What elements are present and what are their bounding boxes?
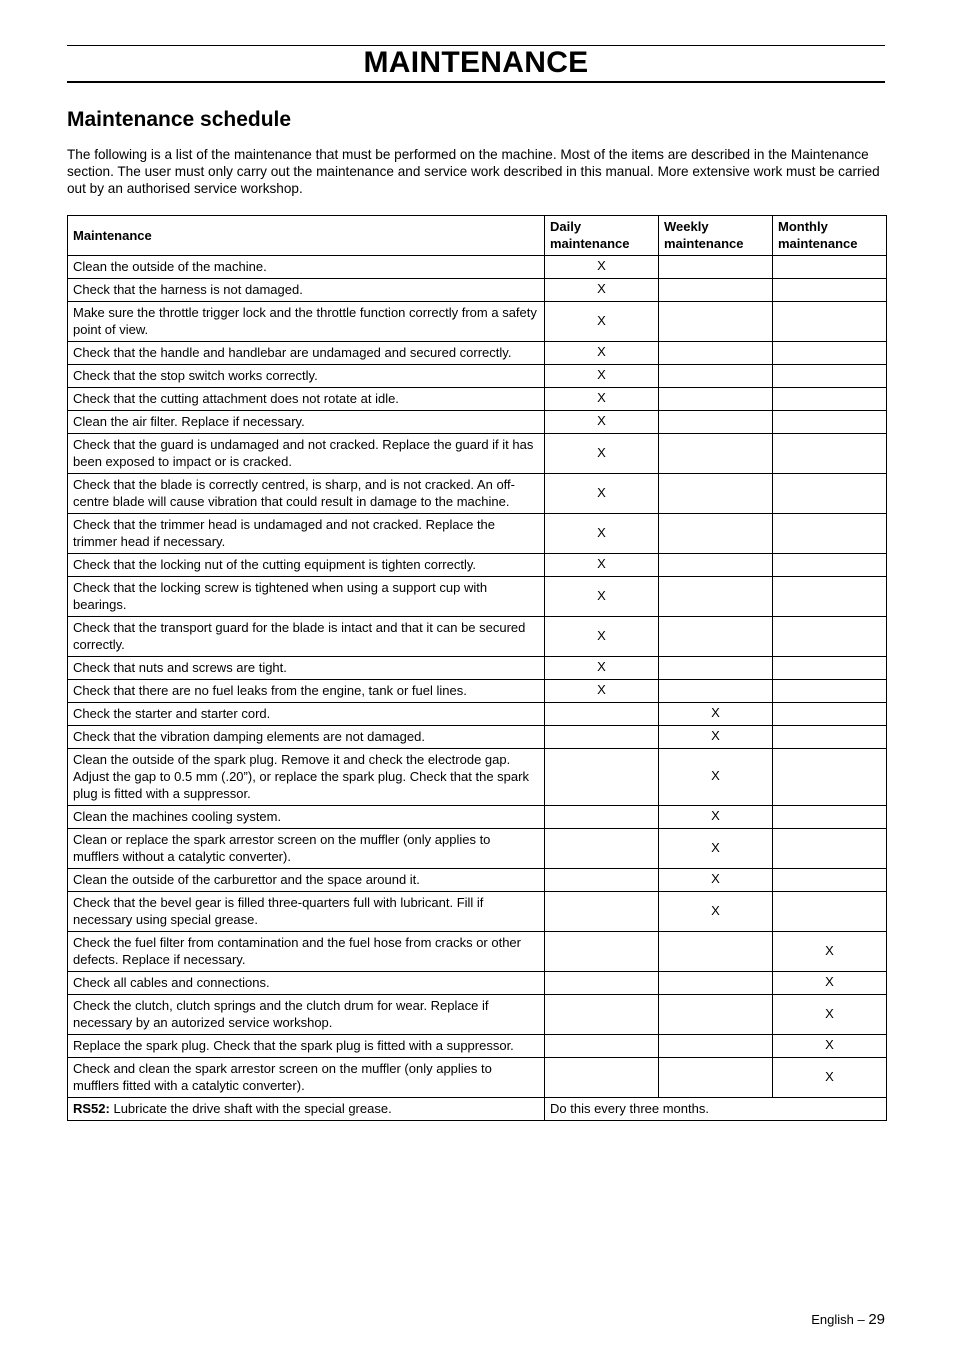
- daily-mark: X: [597, 444, 606, 460]
- monthly-cell: [773, 434, 887, 474]
- task-cell: Make sure the throttle trigger lock and the throttle function correctly from a safety point of view.: [68, 302, 545, 342]
- weekly-cell: [659, 932, 773, 972]
- task-cell: Check that the transport guard for the blade is intact and that it can be secured correctly.: [68, 617, 545, 657]
- table-row: [68, 703, 887, 726]
- table-row: [68, 1035, 887, 1058]
- table-header-row: [68, 216, 887, 256]
- table-row: [68, 726, 887, 749]
- col-header-daily: Daily maintenance: [545, 216, 659, 256]
- monthly-cell: [773, 411, 887, 434]
- table-body: [68, 256, 887, 1098]
- monthly-cell: [773, 995, 887, 1035]
- daily-mark: X: [597, 344, 606, 359]
- task-cell: Clean the outside of the spark plug. Remove it and check the electrode gap. Adjust the gap to 0.5 mm (.20”), or replace the spark plug. Check that the spark plug is fitted with a suppressor.: [68, 749, 545, 806]
- weekly-cell: [659, 434, 773, 474]
- daily-cell: [545, 749, 659, 806]
- table-row: [68, 995, 887, 1035]
- daily-cell: [545, 256, 659, 279]
- task-cell: Check that the vibration damping elements are not damaged.: [68, 726, 545, 749]
- weekly-mark: X: [711, 902, 720, 918]
- daily-cell: [545, 279, 659, 302]
- daily-cell: [545, 892, 659, 932]
- weekly-cell: [659, 726, 773, 749]
- table-row: [68, 892, 887, 932]
- table-row: [68, 680, 887, 703]
- daily-cell: [545, 829, 659, 869]
- weekly-cell: [659, 806, 773, 829]
- weekly-cell: [659, 302, 773, 342]
- table-row: [68, 256, 887, 279]
- daily-mark: X: [597, 281, 606, 296]
- page-footer: [811, 1311, 885, 1329]
- daily-cell: [545, 932, 659, 972]
- col-header-maintenance: Maintenance: [68, 216, 545, 256]
- daily-cell: [545, 342, 659, 365]
- weekly-mark: X: [711, 705, 720, 720]
- weekly-cell: [659, 972, 773, 995]
- daily-mark: X: [597, 659, 606, 674]
- task-cell: Check that the blade is correctly centred, is sharp, and is not cracked. An off-centre blade will cause vibration that could result in damage to the machine.: [68, 474, 545, 514]
- daily-cell: [545, 703, 659, 726]
- daily-cell: [545, 514, 659, 554]
- table-row: [68, 365, 887, 388]
- weekly-mark: X: [711, 728, 720, 743]
- task-cell: Check that the cutting attachment does not rotate at idle.: [68, 388, 545, 411]
- daily-mark: X: [597, 556, 606, 571]
- daily-mark: X: [597, 627, 606, 643]
- daily-mark: X: [597, 524, 606, 540]
- task-cell: Clean the outside of the machine.: [68, 256, 545, 279]
- table-row: [68, 302, 887, 342]
- monthly-cell: [773, 388, 887, 411]
- weekly-cell: [659, 411, 773, 434]
- weekly-cell: [659, 256, 773, 279]
- table-row: [68, 806, 887, 829]
- table-row: [68, 657, 887, 680]
- daily-cell: [545, 434, 659, 474]
- monthly-mark: X: [825, 974, 834, 989]
- table-row: [68, 474, 887, 514]
- daily-cell: [545, 726, 659, 749]
- monthly-mark: X: [825, 942, 834, 958]
- weekly-cell: [659, 514, 773, 554]
- monthly-cell: [773, 703, 887, 726]
- monthly-cell: [773, 1058, 887, 1098]
- daily-mark: X: [597, 258, 606, 273]
- daily-cell: [545, 474, 659, 514]
- weekly-cell: [659, 388, 773, 411]
- intro-paragraph: The following is a list of the maintenance that must be performed on the machine. Most of the items are described in the Maintenance section. The user must only carry out the maintenance and service work described in this manual. More extensive work must be carried out by an authorised service workshop.: [67, 147, 880, 196]
- monthly-cell: [773, 972, 887, 995]
- table-row: [68, 434, 887, 474]
- weekly-cell: [659, 869, 773, 892]
- table-row: [68, 388, 887, 411]
- task-cell: Clean the air filter. Replace if necessary.: [68, 411, 545, 434]
- weekly-mark: X: [711, 871, 720, 886]
- page-subtitle: Maintenance schedule: [67, 108, 292, 131]
- weekly-cell: [659, 829, 773, 869]
- task-cell: Replace the spark plug. Check that the spark plug is fitted with a suppressor.: [68, 1035, 545, 1058]
- weekly-cell: [659, 680, 773, 703]
- task-cell: Check that the locking screw is tightened when using a support cup with bearings.: [68, 577, 545, 617]
- daily-cell: [545, 411, 659, 434]
- table-row: [68, 617, 887, 657]
- task-cell: Check that the guard is undamaged and not cracked. Replace the guard if it has been exposed to impact or is cracked.: [68, 434, 545, 474]
- monthly-cell: [773, 577, 887, 617]
- daily-cell: [545, 680, 659, 703]
- section-title: MAINTENANCE: [363, 46, 589, 79]
- monthly-cell: [773, 474, 887, 514]
- daily-mark: X: [597, 587, 606, 603]
- monthly-cell: [773, 892, 887, 932]
- task-cell: Check the fuel filter from contamination and the fuel hose from cracks or other defects. Replace if necessary.: [68, 932, 545, 972]
- table-row: [68, 342, 887, 365]
- daily-cell: [545, 554, 659, 577]
- monthly-mark: X: [825, 1005, 834, 1021]
- daily-cell: [545, 869, 659, 892]
- table-row: [68, 932, 887, 972]
- table-row: [68, 829, 887, 869]
- daily-cell: [545, 1035, 659, 1058]
- task-cell: Check that nuts and screws are tight.: [68, 657, 545, 680]
- monthly-cell: [773, 256, 887, 279]
- table-row: [68, 411, 887, 434]
- daily-cell: [545, 365, 659, 388]
- table-row: [68, 514, 887, 554]
- monthly-cell: [773, 342, 887, 365]
- col-header-weekly: Weekly maintenance: [659, 216, 773, 256]
- monthly-cell: [773, 726, 887, 749]
- weekly-mark: X: [711, 839, 720, 855]
- header-bottom-rule: [67, 81, 885, 83]
- table-row: [68, 749, 887, 806]
- daily-cell: [545, 302, 659, 342]
- task-cell: Check all cables and connections.: [68, 972, 545, 995]
- weekly-cell: [659, 995, 773, 1035]
- weekly-cell: [659, 279, 773, 302]
- weekly-cell: [659, 554, 773, 577]
- monthly-cell: [773, 1035, 887, 1058]
- monthly-cell: [773, 829, 887, 869]
- daily-cell: [545, 1058, 659, 1098]
- final-row-task-text: Lubricate the drive shaft with the special grease.: [109, 1101, 392, 1116]
- task-cell: Clean or replace the spark arrestor screen on the muffler (only applies to mufflers without a catalytic converter).: [68, 829, 545, 869]
- table-row: [68, 577, 887, 617]
- table-row: [68, 279, 887, 302]
- daily-mark: X: [597, 413, 606, 428]
- table-row: [68, 869, 887, 892]
- daily-mark: X: [597, 312, 606, 328]
- daily-cell: [545, 388, 659, 411]
- task-cell: Check and clean the spark arrestor screen on the muffler (only applies to mufflers fitted with a catalytic converter).: [68, 1058, 545, 1098]
- daily-mark: X: [597, 484, 606, 500]
- weekly-mark: X: [711, 768, 720, 783]
- task-cell: Check that the bevel gear is filled three-quarters full with lubricant. Fill if necessary using special grease.: [68, 892, 545, 932]
- task-cell: Clean the outside of the carburettor and the space around it.: [68, 869, 545, 892]
- task-cell: Check that the handle and handlebar are undamaged and secured correctly.: [68, 342, 545, 365]
- monthly-cell: [773, 514, 887, 554]
- daily-cell: [545, 577, 659, 617]
- weekly-cell: [659, 577, 773, 617]
- task-cell: Check that there are no fuel leaks from the engine, tank or fuel lines.: [68, 680, 545, 703]
- daily-cell: [545, 972, 659, 995]
- task-cell: Check that the harness is not damaged.: [68, 279, 545, 302]
- table-final-row: [68, 1098, 887, 1121]
- task-cell: Check that the trimmer head is undamaged and not cracked. Replace the trimmer head if necessary.: [68, 514, 545, 554]
- weekly-cell: [659, 342, 773, 365]
- weekly-cell: [659, 892, 773, 932]
- weekly-cell: [659, 617, 773, 657]
- table-row: [68, 1058, 887, 1098]
- task-cell: Clean the machines cooling system.: [68, 806, 545, 829]
- monthly-cell: [773, 806, 887, 829]
- table-row: [68, 554, 887, 577]
- task-cell: Check the clutch, clutch springs and the clutch drum for wear. Replace if necessary by an autorized service workshop.: [68, 995, 545, 1035]
- daily-cell: [545, 995, 659, 1035]
- maintenance-schedule-table: [67, 215, 887, 1121]
- monthly-cell: [773, 749, 887, 806]
- monthly-cell: [773, 617, 887, 657]
- weekly-cell: [659, 1035, 773, 1058]
- col-header-monthly: Monthly maintenance: [773, 216, 887, 256]
- footer-language: English: [811, 1312, 854, 1327]
- weekly-cell: [659, 749, 773, 806]
- weekly-cell: [659, 365, 773, 388]
- table-row: [68, 972, 887, 995]
- weekly-cell: [659, 1058, 773, 1098]
- monthly-cell: [773, 365, 887, 388]
- task-cell: Check the starter and starter cord.: [68, 703, 545, 726]
- task-cell: Check that the stop switch works correctly.: [68, 365, 545, 388]
- monthly-cell: [773, 279, 887, 302]
- weekly-cell: [659, 474, 773, 514]
- daily-mark: X: [597, 367, 606, 382]
- task-cell: Check that the locking nut of the cutting equipment is tighten correctly.: [68, 554, 545, 577]
- footer-separator: –: [857, 1312, 865, 1327]
- page-number: 29: [868, 1311, 885, 1328]
- daily-cell: [545, 657, 659, 680]
- monthly-cell: [773, 302, 887, 342]
- monthly-mark: X: [825, 1037, 834, 1052]
- final-row-note: Do this every three months.: [545, 1098, 887, 1121]
- weekly-cell: [659, 657, 773, 680]
- monthly-cell: [773, 657, 887, 680]
- monthly-mark: X: [825, 1068, 834, 1084]
- daily-mark: X: [597, 682, 606, 697]
- monthly-cell: [773, 932, 887, 972]
- final-row-task: [68, 1098, 545, 1121]
- weekly-mark: X: [711, 808, 720, 823]
- monthly-cell: [773, 869, 887, 892]
- daily-cell: [545, 806, 659, 829]
- monthly-cell: [773, 554, 887, 577]
- daily-mark: X: [597, 390, 606, 405]
- monthly-cell: [773, 680, 887, 703]
- daily-cell: [545, 617, 659, 657]
- model-prefix: RS52:: [73, 1101, 110, 1116]
- weekly-cell: [659, 703, 773, 726]
